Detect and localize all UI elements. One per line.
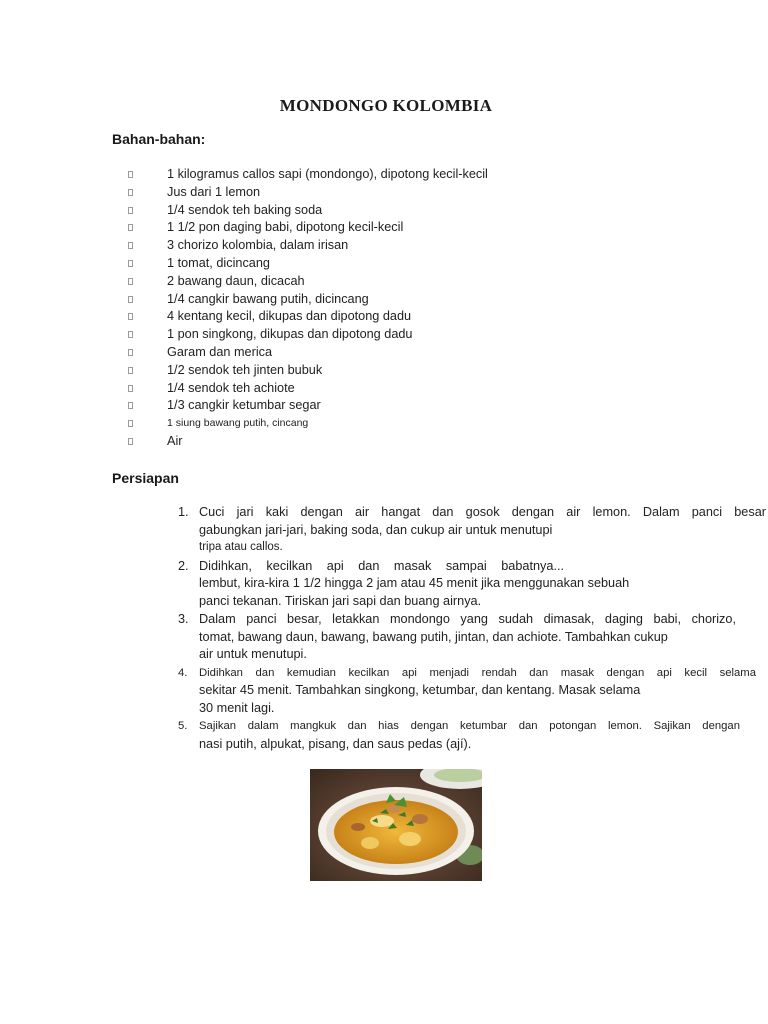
step-number: 3. <box>178 612 189 626</box>
bullet-icon <box>128 260 133 267</box>
ingredient-item <box>0 344 768 362</box>
step-number: 2. <box>178 558 189 573</box>
ingredient-item <box>0 166 768 184</box>
step-line: tomat, bawang daun, bawang, bawang putih, jintan, dan achiote. Tambahkan cukup <box>199 629 668 644</box>
ingredient-text: 4 kentang kecil, dikupas dan dipotong dadu <box>167 309 412 324</box>
bullet-icon <box>128 224 133 231</box>
bullet-icon <box>128 171 133 178</box>
ingredients-heading: Bahan-bahan: <box>112 131 206 147</box>
bullet-icon <box>128 402 133 409</box>
ingredient-text: 1 tomat, dicincang <box>167 255 270 270</box>
soup-bowl-photo <box>310 769 482 881</box>
ingredient-item <box>0 255 768 273</box>
step-line: sekitar 45 menit. Tambahkan singkong, ketumbar, dan kentang. Masak selama <box>199 683 641 697</box>
preparation-heading: Persiapan <box>112 470 179 486</box>
bullet-icon <box>128 367 133 374</box>
soup-bowl-icon <box>310 769 482 881</box>
step-line: lembut, kira-kira 1 1/2 hingga 2 jam atau 45 menit jika menggunakan sebuah <box>199 576 630 590</box>
step-line: Cuci jari kaki dengan air hangat dan gosok dengan air lemon. Dalam panci besar <box>199 505 766 519</box>
step-line: Didihkan, kecilkan api dan masak sampai babatnya... <box>199 558 565 573</box>
step-number: 4. <box>178 666 188 679</box>
ingredient-item <box>0 237 768 255</box>
bullet-icon <box>128 296 133 303</box>
ingredient-text: 1/4 cangkir bawang putih, dicincang <box>167 291 369 306</box>
step-line: nasi putih, alpukat, pisang, dan saus pedas (ají). <box>199 736 472 751</box>
ingredient-item <box>0 326 768 344</box>
ingredient-item <box>0 380 768 398</box>
ingredient-text: 1 kilogramus callos sapi (mondongo), dipotong kecil-kecil <box>167 167 488 181</box>
step-line: tripa atau callos. <box>199 541 283 553</box>
step-item <box>0 558 768 611</box>
ingredient-item <box>0 397 768 415</box>
ingredient-text: 3 chorizo kolombia, dalam irisan <box>167 238 349 253</box>
ingredient-item <box>0 219 768 237</box>
step-number: 1. <box>178 505 189 519</box>
ingredient-item <box>0 415 768 433</box>
step-item <box>0 665 768 718</box>
page-title: MONDONGO KOLOMBIA <box>279 96 493 115</box>
ingredient-item <box>0 273 768 291</box>
bullet-icon <box>128 189 133 196</box>
ingredient-text: 1/2 sendok teh jinten bubuk <box>167 362 323 377</box>
ingredient-text: 2 bawang daun, dicacah <box>167 273 305 288</box>
step-number: 5. <box>178 720 188 732</box>
step-item <box>0 611 768 664</box>
bullet-icon <box>128 438 133 445</box>
ingredient-text: 1 pon singkong, dikupas dan dipotong dadu <box>167 327 413 342</box>
step-item <box>0 718 768 753</box>
ingredient-text: 1/3 cangkir ketumbar segar <box>167 398 321 413</box>
bullet-icon <box>128 313 133 320</box>
ingredient-text: 1/4 sendok teh achiote <box>167 380 295 395</box>
ingredient-text: Jus dari 1 lemon <box>167 184 261 199</box>
bullet-icon <box>128 331 133 338</box>
step-line: Dalam panci besar, letakkan mondongo yang sudah dimasak, daging babi, chorizo, <box>199 612 736 626</box>
ingredient-item <box>0 291 768 309</box>
bullet-icon <box>128 349 133 356</box>
bullet-icon <box>128 207 133 214</box>
preparation-steps <box>0 504 768 753</box>
bullet-icon <box>128 278 133 285</box>
ingredient-item <box>0 202 768 220</box>
step-item <box>0 504 768 557</box>
ingredient-text: Air <box>167 433 183 448</box>
bullet-icon <box>128 385 133 392</box>
bullet-icon <box>128 420 133 427</box>
step-line: air untuk menutupi. <box>199 647 307 661</box>
step-line: panci tekanan. Tiriskan jari sapi dan buang airnya. <box>199 593 482 608</box>
step-line: 30 menit lagi. <box>199 700 275 715</box>
ingredients-list <box>0 166 768 451</box>
ingredient-item <box>0 362 768 380</box>
bullet-icon <box>128 242 133 249</box>
ingredient-item <box>0 308 768 326</box>
step-line: Didihkan dan kemudian kecilkan api menjadi rendah dan masak dengan api kecil selama <box>199 666 756 679</box>
ingredient-text: 1 1/2 pon daging babi, dipotong kecil-kecil <box>167 220 404 235</box>
ingredient-text: 1/4 sendok teh baking soda <box>167 202 323 217</box>
ingredient-item <box>0 433 768 451</box>
ingredient-item <box>0 184 768 202</box>
ingredient-text: Garam dan merica <box>167 344 273 359</box>
step-line: gabungkan jari-jari, baking soda, dan cukup air untuk menutupi <box>199 522 553 537</box>
step-line: Sajikan dalam mangkuk dan hias dengan ketumbar dan potongan lemon. Sajikan dengan <box>199 720 740 732</box>
ingredient-text: 1 siung bawang putih, cincang <box>167 417 309 430</box>
